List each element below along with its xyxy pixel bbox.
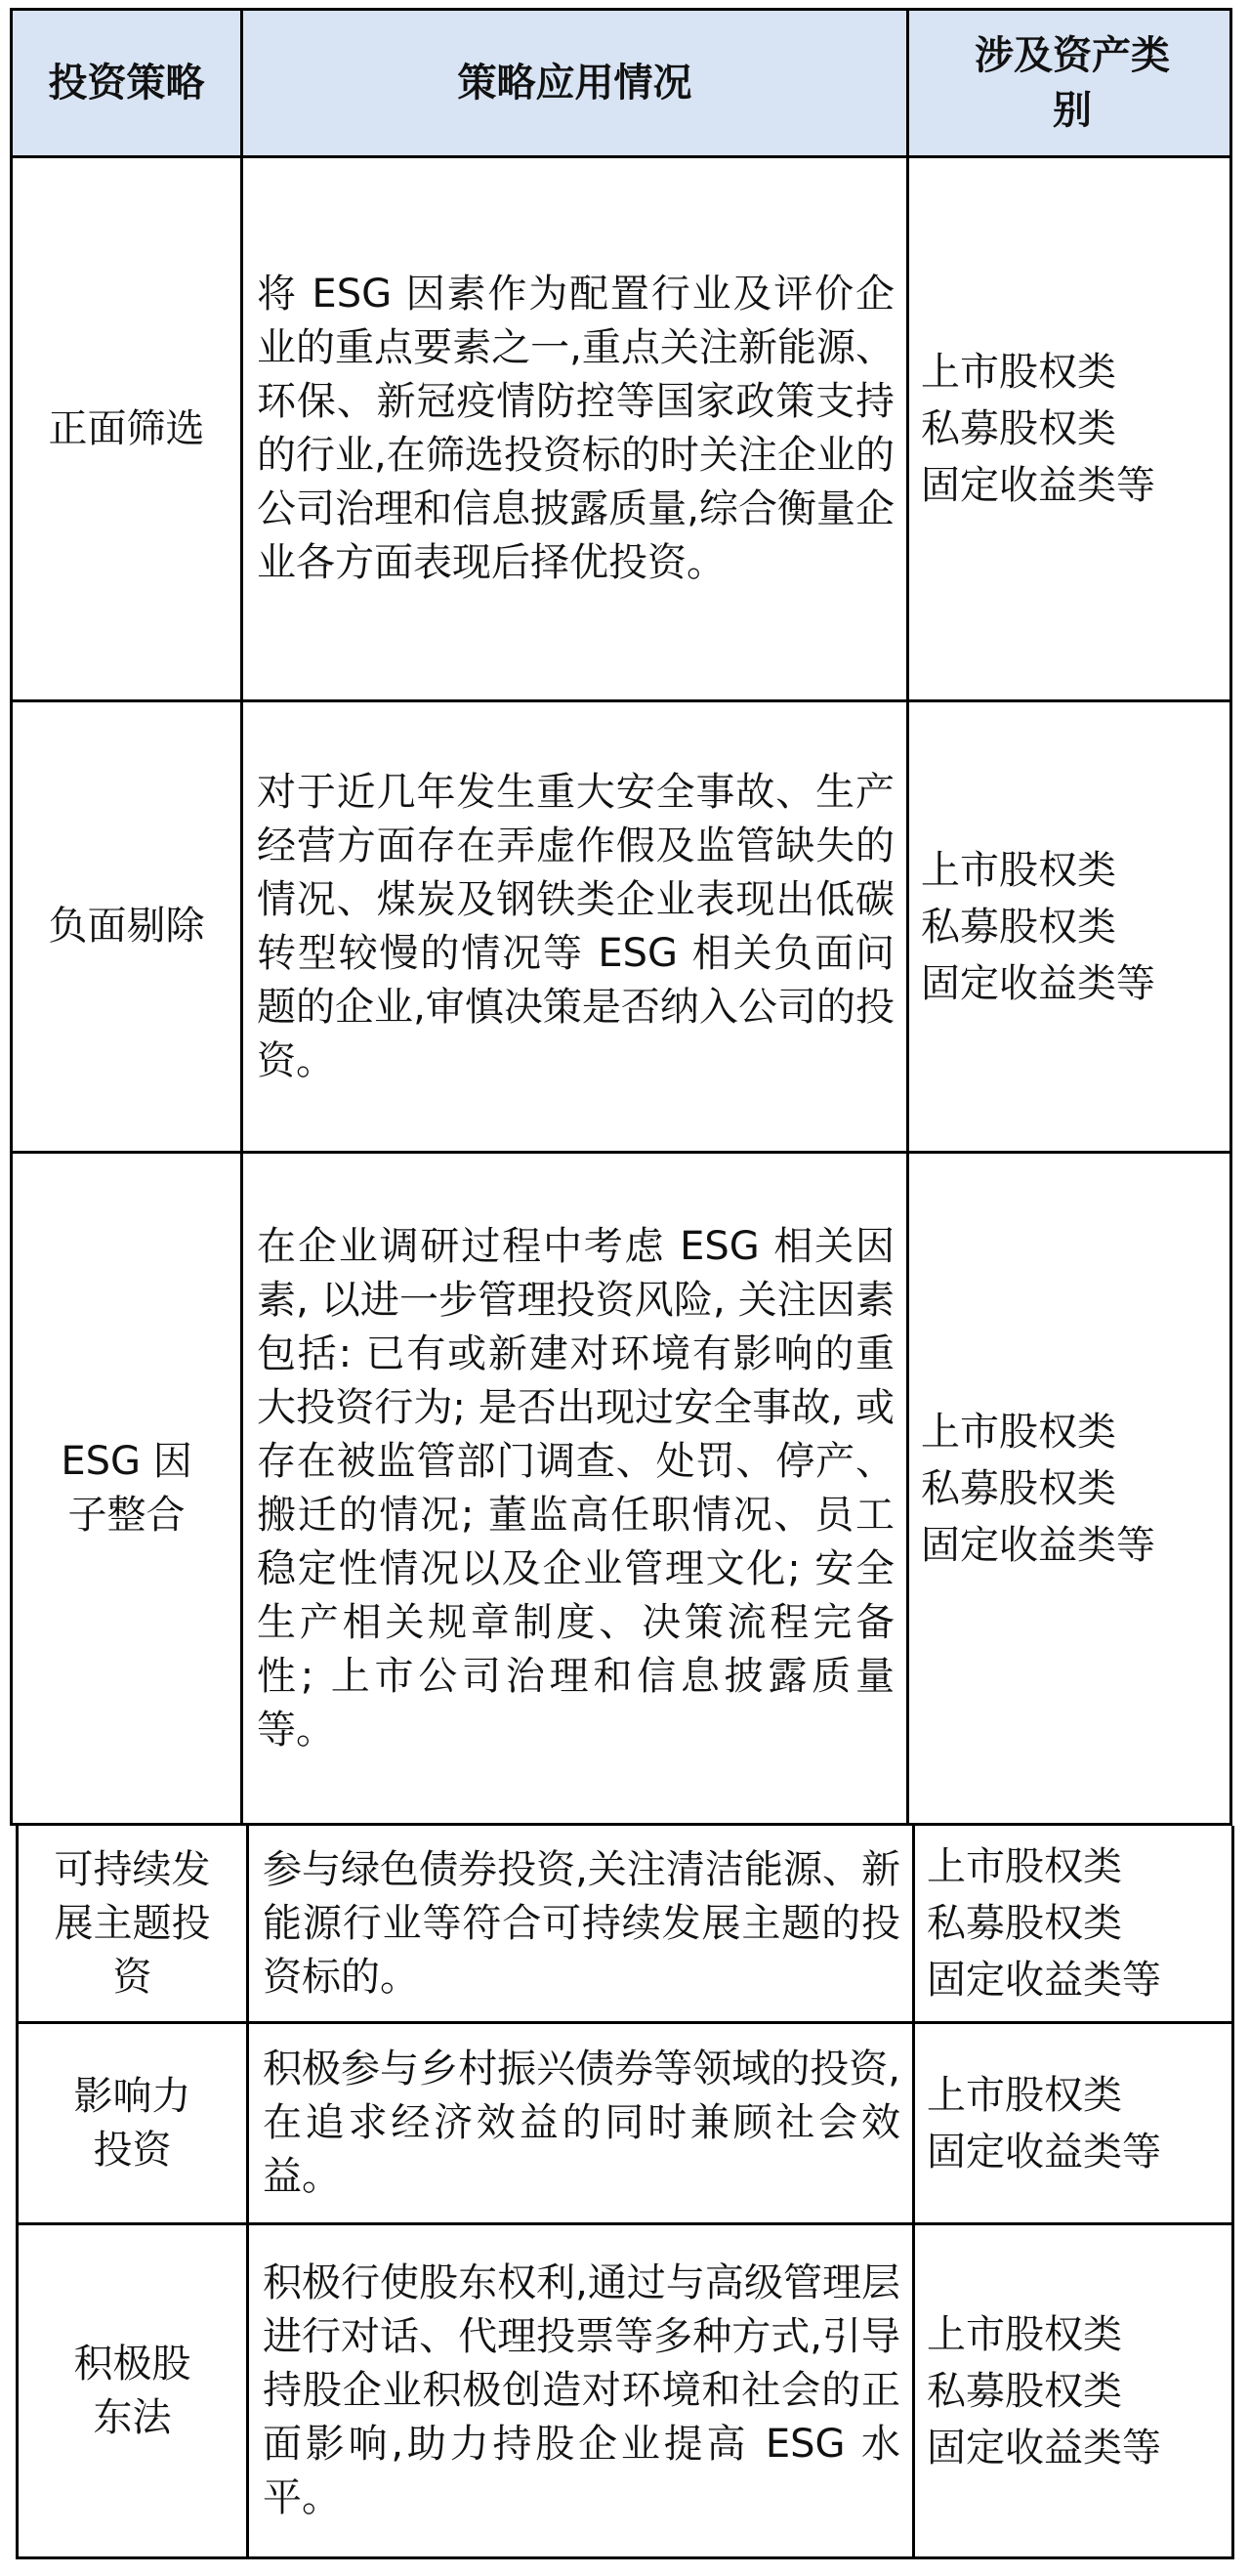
assets-text: 上市股权类 私募股权类 固定收益类等	[927, 1844, 1161, 2003]
application-cell	[243, 1154, 909, 1823]
strategy-text: 可持续发展主题投资	[54, 1846, 211, 2000]
strategy-cell	[13, 1154, 243, 1823]
header-application-label: 策略应用情况	[457, 61, 692, 106]
table-row	[16, 2024, 1234, 2225]
table-header-row	[10, 8, 1232, 158]
header-assets-label: 涉及资产类别	[975, 33, 1170, 133]
assets-text: 上市股权类 固定收益类等	[927, 2072, 1161, 2175]
strategy-text: ESG 因子整合	[61, 1438, 192, 1538]
application-text: 将 ESG 因素作为配置行业及评价企业的重点要素之一,重点关注新能源、环保、新冠疫情防控等国家政策支持的行业,在筛选投资标的时关注企业的公司治理和信息披露质量,综合衡量企业各方面表现后择优投资。	[257, 272, 895, 585]
strategy-cell	[19, 1826, 249, 2021]
table-row	[10, 702, 1232, 1154]
esg-strategy-table	[10, 8, 1232, 2559]
strategy-text: 影响力投资	[73, 2073, 191, 2173]
assets-cell	[915, 2024, 1241, 2222]
table-row	[10, 158, 1232, 702]
assets-cell	[915, 1826, 1241, 2021]
assets-text: 上市股权类 私募股权类 固定收益类等	[921, 350, 1155, 508]
strategy-cell	[13, 702, 243, 1151]
assets-cell	[909, 158, 1235, 699]
application-cell	[243, 702, 909, 1151]
strategy-cell	[13, 158, 243, 699]
assets-text: 上市股权类 私募股权类 固定收益类等	[921, 847, 1155, 1006]
assets-text: 上市股权类 私募股权类 固定收益类等	[927, 2311, 1161, 2470]
strategy-text: 正面筛选	[48, 405, 205, 451]
application-text: 积极行使股东权利,通过与高级管理层进行对话、代理投票等多种方式,引导持股企业积极创造对环境和社会的正面影响,助力持股企业提高 ESG 水平。	[263, 2260, 900, 2520]
assets-cell	[909, 702, 1235, 1151]
assets-text: 上市股权类 私募股权类 固定收益类等	[921, 1409, 1155, 1568]
application-text: 在企业调研过程中考虑 ESG 相关因素, 以进一步管理投资风险, 关注因素包括: 已有或新建对环境有影响的重大投资行为; 是否出现过安全事故, 或存在被监管部门调查、处罚、停产、搬迁的情况; 董监高任职情况、员工稳定性情况以及企业管理文化; 安全生产相关规章制度、决策流程完备性; 上市公司治理和信息披露质量等。	[257, 1223, 895, 1753]
strategy-cell	[19, 2225, 249, 2556]
table-row	[16, 1826, 1234, 2024]
header-application	[243, 11, 909, 155]
assets-cell	[909, 1154, 1235, 1823]
header-assets	[909, 11, 1235, 155]
assets-cell	[915, 2225, 1241, 2556]
application-cell	[243, 158, 909, 699]
strategy-cell	[19, 2024, 249, 2222]
application-text: 参与绿色债券投资,关注清洁能源、新能源行业等符合可持续发展主题的投资标的。	[263, 1846, 900, 2000]
header-strategy	[13, 11, 243, 155]
strategy-text: 负面剔除	[48, 904, 205, 949]
application-text: 对于近几年发生重大安全事故、生产经营方面存在弄虚作假及监管缺失的情况、煤炭及钢铁类企业表现出低碳转型较慢的情况等 ESG 相关负面问题的企业,审慎决策是否纳入公司的投资。	[257, 769, 895, 1083]
strategy-text: 积极股东法	[73, 2341, 191, 2440]
application-cell	[249, 2225, 915, 2556]
table-row	[16, 2225, 1234, 2559]
table-row	[10, 1154, 1232, 1826]
application-text: 积极参与乡村振兴债券等领域的投资,在追求经济效益的同时兼顾社会效益。	[263, 2047, 900, 2199]
application-cell	[249, 2024, 915, 2222]
application-cell	[249, 1826, 915, 2021]
header-strategy-label: 投资策略	[48, 61, 205, 106]
